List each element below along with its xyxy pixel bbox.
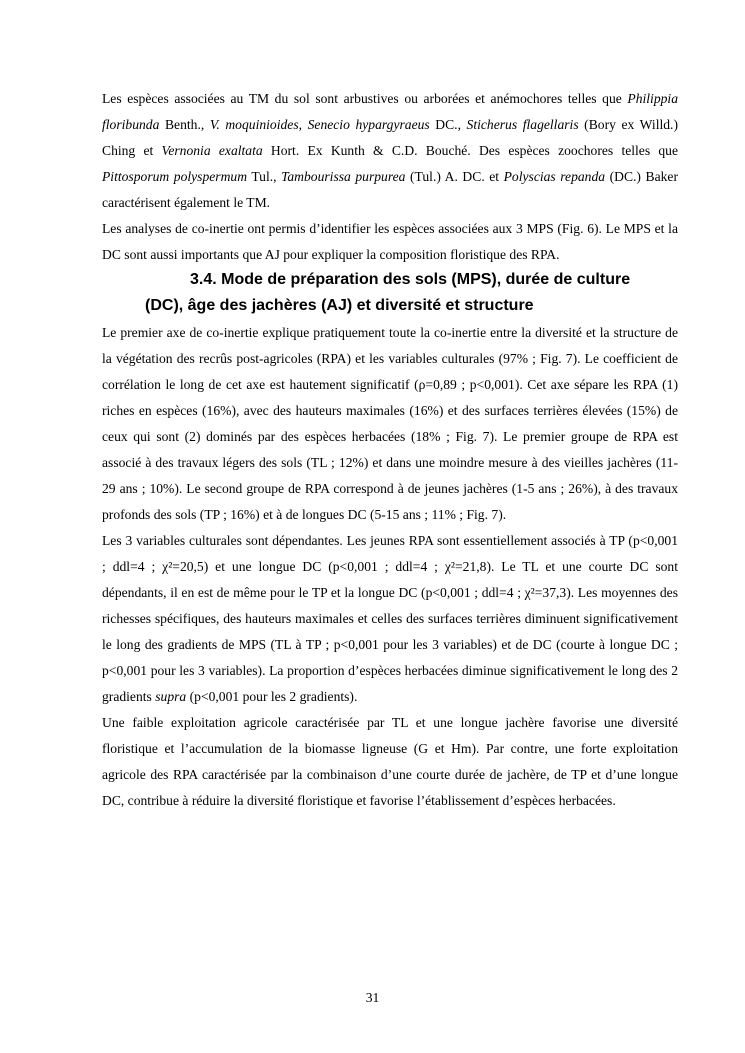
section-heading-line-1: 3.4. Mode de préparation des sols (MPS), durée de culture (190, 271, 631, 288)
paragraph-text: (Tul.) A. DC. et (405, 169, 504, 184)
emphasis-supra: supra (155, 689, 187, 704)
paragraph-text: Benth., (159, 117, 210, 132)
paragraph-text: Les espèces associées au TM du sol sont arbustives ou arborées et anémochores telles que (102, 91, 628, 106)
paragraph-conclusion: Une faible exploitation agricole caractérisée par TL et une longue jachère favorise une diversité floristique et l’accumulation de la biomasse ligneuse (G et Hm). Par contre, une forte exploitation agricole des RPA caractérisée par la combinaison d’une courte durée de jachère, de TP et d’une longue DC, contribue à réduire la diversité floristique et favorise l’établissement d’espèces herbacées. (102, 715, 678, 808)
paragraph-text: Hort. Ex Kunth & C.D. Bouché. Des espèces zoochores telles que (262, 143, 678, 158)
species-name: Senecio hypargyraeus (307, 117, 430, 132)
paragraph-cultural-variables (102, 528, 678, 710)
species-name: Philippia floribunda (102, 91, 678, 132)
text-block-main (102, 320, 678, 814)
paragraph-first-axis: Le premier axe de co-inertie explique pratiquement toute la co-inertie entre la diversité et la structure de la végétation des recrûs post-agricoles (RPA) et les variables culturales (97% ; Fig. 7). Le coefficient de corrélation le long de cet axe est hautement significatif (ρ=0,89 ; p<0,001). Cet axe sépare les RPA (1) riches en espèces (16%), avec des hauteurs maximales (16%) et des surfaces terrières élevées (15%) de ceux qui sont (2) dominés par des espèces herbacées (18% ; Fig. 7). Le premier groupe de RPA est associé à des travaux légers des sols (TL ; 12%) et dans une moindre mesure à des vieilles jachères (11-29 ans ; 10%). Le second groupe de RPA correspond à de jeunes jachères (1-5 ans ; 26%), à des travaux profonds des sols (TP ; 16%) et à de longues DC (5-15 ans ; 11% ; Fig. 7). (102, 325, 678, 522)
species-name: Vernonia exaltata (161, 143, 263, 158)
species-name: Polyscias repanda (503, 169, 606, 184)
species-name: Sticherus flagellaris (466, 117, 579, 132)
paragraph-text: Les 3 variables culturales sont dépendantes. Les jeunes RPA sont essentiellement associés à TP (p<0,001 ; ddl=4 ; χ²=20,5) et une longue DC (p<0,001 ; ddl=4 ; χ²=21,8). Le TL et une courte DC sont dépendants, il en est de même pour le TP et la longue DC (p<0,001 ; ddl=4 ; χ²=37,3). Les moyennes des richesses spécifiques, des hauteurs maximales et celles des surfaces terrières diminuent significativement le long des gradients de MPS (TL à TP ; p<0,001 pour les 3 variables) et de DC (courte à longue DC ; p<0,001 pour les 3 variables). La proportion d’espèces herbacées diminue significativement le long des 2 gradients (102, 533, 678, 704)
paragraph-text: (Bory ex Willd.) Ching et (102, 117, 678, 158)
paragraph-text: DC., (429, 117, 467, 132)
text-block-top (102, 86, 678, 268)
section-heading-line-2: (DC), âge des jachères (AJ) et diversité et structure (145, 297, 534, 314)
paragraph-text: (p<0,001 pour les 2 gradients). (186, 689, 358, 704)
paragraph-species-associations (102, 86, 678, 216)
page-number: 31 (365, 990, 380, 1005)
species-name: Pittosporum polyspermum (102, 169, 248, 184)
paragraph-text: Tul., (247, 169, 282, 184)
paragraph-text: , (298, 117, 308, 132)
species-name: V. moquinioides (209, 117, 299, 132)
paragraph-text: (DC.) Baker caractérisent également le TM. (102, 169, 678, 210)
species-name: Tambourissa purpurea (281, 169, 406, 184)
paragraph-co-inertia: Les analyses de co-inertie ont permis d’identifier les espèces associées aux 3 MPS (Fig. 6). Le MPS et la DC sont aussi importants que AJ pour expliquer la composition floristique des RPA. (102, 221, 678, 262)
